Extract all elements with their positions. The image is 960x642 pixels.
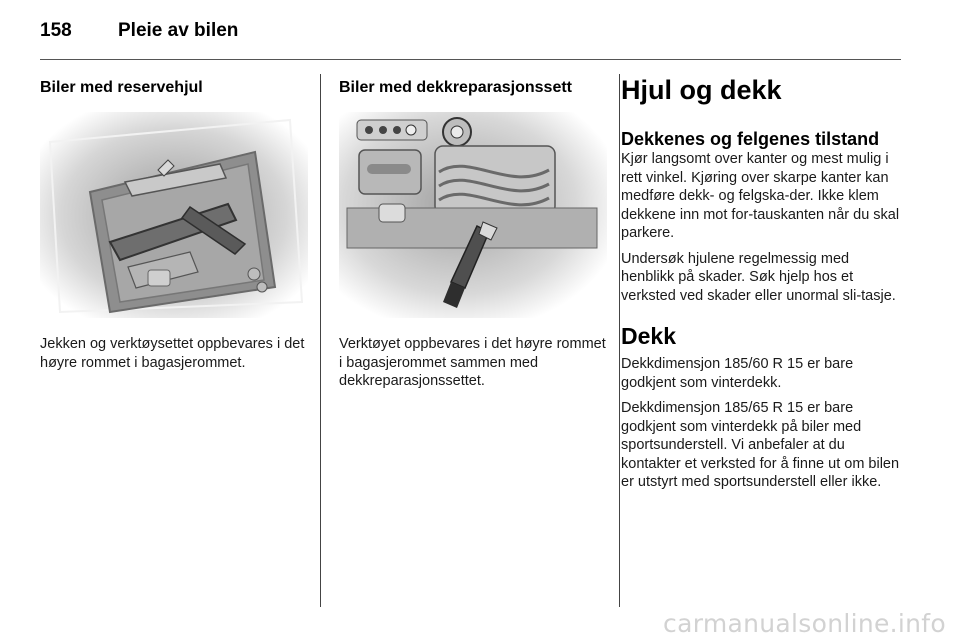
illustration-jack-storage <box>40 112 308 318</box>
paragraph-inspect-wheels: Undersøk hjulene regelmessig med henblikk på skader. Søk hjelp hos et verksted ved skader eller unormal sli-tasje. <box>621 250 896 304</box>
illustration-repair-kit <box>339 112 607 318</box>
column-wheels-tyres <box>621 74 905 499</box>
subheading-tyre-rim-condition: Dekkenes og felgenes tilstand <box>621 129 880 149</box>
page-title: Pleie av bilen <box>118 20 239 41</box>
column-spare-wheel <box>40 74 308 372</box>
caption-spare-wheel: Jekken og verktøysettet oppbevares i det høyre rommet i bagasjerommet. <box>40 336 305 371</box>
column-heading-repair-kit: Biler med dekkreparasjonssett <box>339 79 572 96</box>
column-divider-right <box>619 74 620 607</box>
jack-toolkit-illustration <box>40 112 308 318</box>
column-repair-kit <box>339 74 607 391</box>
paragraph-driving-over-edges: Kjør langsomt over kanter og mest mulig i rett vinkel. Kjøring over skarpe kanter kan medføre dekk- og felgska-der. Ikke klem dekkene inn mot for-tauskanten når du skal parkere. <box>621 151 900 241</box>
subheading-tyres: Dekk <box>621 323 676 349</box>
header-rule <box>40 59 901 60</box>
column-heading-spare-wheel: Biler med reservehjul <box>40 79 203 96</box>
repair-kit-illustration <box>339 112 607 318</box>
paragraph-tyre-size-1: Dekkdimensjon 185/60 R 15 er bare godkjent som vinterdekk. <box>621 356 854 391</box>
page-number: 158 <box>40 20 72 41</box>
section-heading-wheels-tyres: Hjul og dekk <box>621 75 782 105</box>
caption-repair-kit: Verktøyet oppbevares i det høyre rommet i bagasjerommet sammen med dekkreparasjonssettet. <box>339 336 606 389</box>
column-divider-left <box>320 74 321 607</box>
paragraph-tyre-size-2: Dekkdimensjon 185/65 R 15 er bare godkjent som vinterdekk på biler med sportsunderstell. Vi anbefaler at du kontakter et verksted for å finne ut om bilen er utstyrt med sportsunderstell eller ikke. <box>621 400 900 490</box>
watermark: carmanualsonline.info <box>663 609 946 638</box>
